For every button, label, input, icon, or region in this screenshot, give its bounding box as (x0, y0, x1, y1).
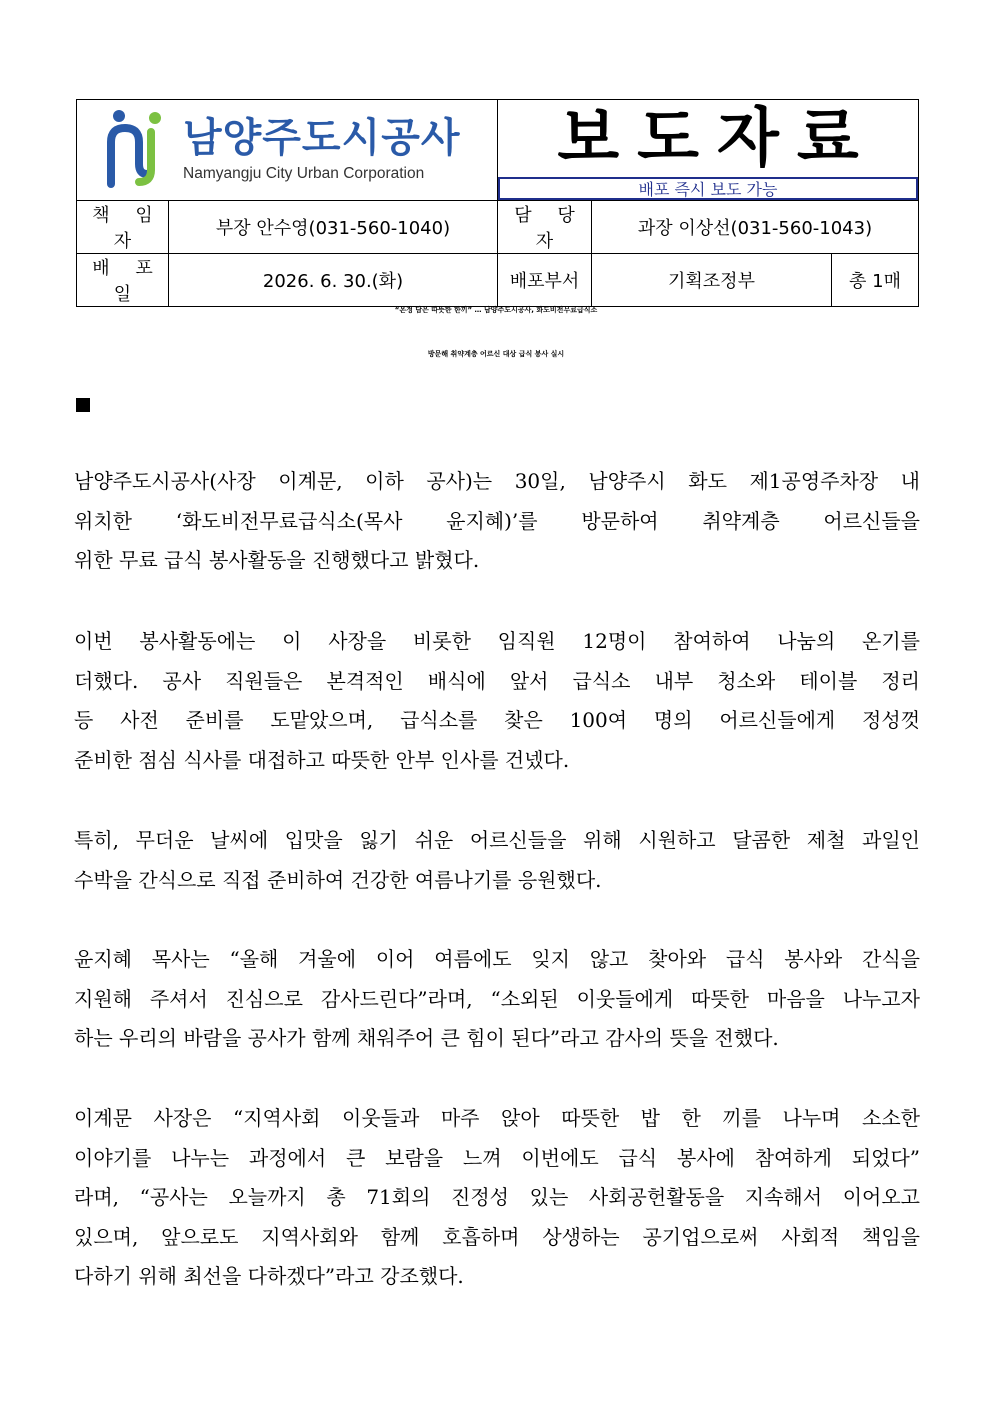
contact-label: 담 당 자 (498, 201, 592, 254)
paragraph-4 (74, 940, 920, 1059)
paragraph-line: 윤지혜 목사는 “올해 겨울에 이어 여름에도 잊지 않고 찾아와 급식 봉사와 간식을 (74, 947, 920, 971)
paragraph-line: 이번 봉사활동에는 이 사장을 비롯한 임직원 12명이 참여하여 나눔의 온기를 (74, 629, 920, 653)
paragraph-line: 라며, “공사는 오늘까지 총 71회의 진정성 있는 사회공헌활동을 지속해서 이어오고 (74, 1185, 920, 1209)
paragraph-line: 하는 우리의 바람을 공사가 함께 채워주어 큰 힘이 된다”라고 감사의 뜻을 전했다. (74, 1026, 779, 1050)
paragraph-line: 남양주도시공사(사장 이계문, 이하 공사)는 30일, 남양주시 화도 제1공영주차장 내 (74, 469, 920, 493)
release-note: 배포 즉시 보도 가능 (498, 177, 918, 200)
paragraph-line: 이계문 사장은 “지역사회 이웃들과 마주 앉아 따뜻한 밥 한 끼를 나누며 소소한 (74, 1106, 920, 1130)
paragraph-2 (74, 622, 920, 780)
responsible-value: 부장 안수영(031-560-1040) (169, 201, 498, 254)
paragraph-line: 특히, 무더운 날씨에 입맛을 잃기 쉬운 어르신들을 위해 시원하고 달콤한 제철 과일인 (74, 828, 920, 852)
square-bullet-icon (76, 398, 90, 412)
paragraph-line: 있으며, 앞으로도 지역사회와 함께 호흡하며 상생하는 공기업으로써 사회적 책임을 (74, 1224, 920, 1249)
paragraph-line: 이야기를 나누는 과정에서 큰 보람을 느껴 이번에도 급식 봉사에 참여하게 되었다” (74, 1145, 920, 1170)
subheadline (76, 398, 936, 428)
headline (0, 290, 992, 378)
dept-value: 기획조정부 (592, 254, 832, 307)
paragraph-3 (74, 821, 920, 900)
paragraph-line: 위치한 ‘화도비전무료급식소(목사 윤지혜)’를 방문하여 취약계층 어르신들을 (74, 508, 920, 533)
paragraph-5 (74, 1099, 920, 1297)
headline-line-2: 방문해 취약계층 어르신 대상 급식 봉사 실시 (427, 350, 565, 358)
contact-value: 과장 이상선(031-560-1043) (592, 201, 919, 254)
paragraph-1 (74, 462, 920, 581)
paragraph-line: 더했다. 공사 직원들은 본격적인 배식에 앞서 급식소 내부 청소와 테이블 정리 (74, 668, 920, 693)
press-release-header-table (76, 99, 919, 307)
date-label: 배 포 일 (77, 254, 169, 307)
org-name-kr: 남양주도시공사 (183, 115, 461, 161)
paragraph-line: 위한 무료 급식 봉사활동을 진행했다고 밝혔다. (74, 548, 480, 572)
org-name-en: Namyangju City Urban Corporation (183, 165, 425, 182)
paragraph-line: 준비한 점심 식사를 대접하고 따뜻한 안부 인사를 건넸다. (74, 747, 570, 772)
org-logo (105, 108, 460, 190)
paragraph-line: 다하기 위해 최선을 다하겠다”라고 강조했다. (74, 1264, 464, 1288)
dept-label: 배포부서 (498, 254, 592, 307)
pages-value: 총 1매 (832, 254, 919, 307)
logo-cell (77, 100, 498, 201)
press-release-title: 보도자료 (557, 101, 877, 176)
responsible-label: 책 임 자 (77, 201, 169, 254)
headline-line-1: “온정 담은 따뜻한 한끼” … 남양주도시공사, 화도비전무료급식소 (394, 306, 598, 314)
paragraph-line: 지원해 주셔서 진심으로 감사드린다”라며, “소외된 이웃들에게 따뜻한 마음을 나누고자 (74, 986, 920, 1011)
paragraph-line: 등 사전 준비를 도맡았으며, 급식소를 찾은 100여 명의 어르신들에게 정성껏 (74, 708, 920, 732)
paragraph-line: 수박을 간식으로 직접 준비하여 건강한 여름나기를 응원했다. (74, 867, 602, 892)
org-logo-mark-icon (105, 108, 169, 190)
date-value: 2026. 6. 30.(화) (169, 254, 498, 307)
press-title-cell (498, 100, 919, 201)
